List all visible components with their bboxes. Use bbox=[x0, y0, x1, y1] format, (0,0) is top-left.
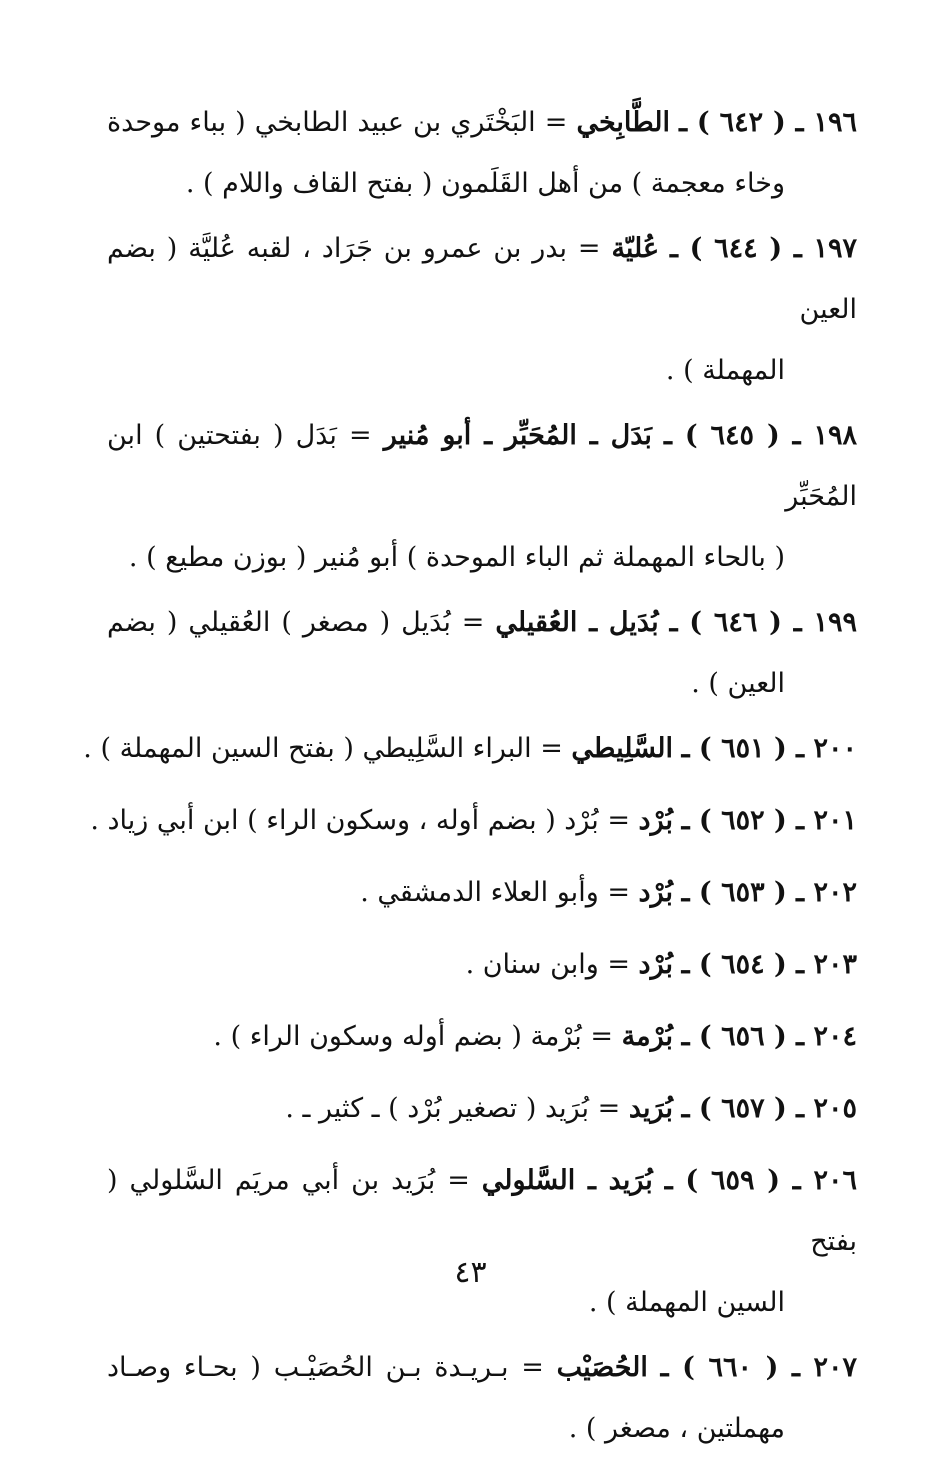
entry-number: ٢٠٧ ـ ( ٦٦٠ ) ـ bbox=[660, 1352, 857, 1383]
entry-line bbox=[107, 592, 857, 653]
entry-text: = البَخْتَري بن عبيد الطابخي ( بباء موحدة bbox=[107, 107, 568, 138]
entry-text: = بُدَيل ( مصغر ) العُقيلي ( بضم bbox=[107, 607, 485, 638]
entry-headword: الطَّابِخي bbox=[576, 107, 671, 138]
entry-line bbox=[107, 862, 857, 923]
entry-number: ١٩٨ ـ ( ٦٤٥ ) ـ bbox=[664, 420, 857, 451]
entry-continuation: مهملتين ، مصغر ) . bbox=[568, 1413, 785, 1444]
entry-text: = البراء السَّلِيطي ( بفتح السين المهملة ) . bbox=[83, 733, 563, 764]
entry-line bbox=[107, 1337, 857, 1398]
entry-204 bbox=[107, 1006, 857, 1067]
entry-headword: بُدَيل ـ العُقيلي bbox=[495, 607, 659, 638]
entry-text: = بدر بن عمرو بن جَرَاد ، لقبه عُليَّة ( بضم العين bbox=[107, 233, 857, 325]
entry-text: = بُرَيد ( تصغير بُرْد ) ـ كثير ـ . bbox=[285, 1093, 621, 1124]
entry-line bbox=[107, 1150, 857, 1272]
entry-line bbox=[107, 405, 857, 527]
document-page bbox=[83, 92, 857, 1444]
entry-headword: بُرْمة bbox=[621, 1021, 673, 1052]
entry-number: ٢٠٤ ـ ( ٦٥٦ ) ـ bbox=[681, 1021, 857, 1052]
entry-200 bbox=[83, 718, 857, 779]
entry-line bbox=[107, 934, 857, 995]
entry-text: = وابن سنان . bbox=[465, 949, 630, 980]
entry-headword: عُليّة bbox=[611, 233, 660, 264]
entry-number: ٢٠٠ ـ ( ٦٥١ ) ـ bbox=[681, 733, 857, 764]
entry-headword: السَّلِيطي bbox=[571, 733, 673, 764]
entry-text: = بـريـدة بـن الحُصَيْـب ( بحـاء وصـاد bbox=[107, 1352, 544, 1383]
entry-continuation: العين ) . bbox=[691, 668, 785, 699]
entry-line bbox=[107, 92, 857, 153]
entry-line bbox=[107, 218, 857, 340]
entry-continuation: ( بالحاء المهملة ثم الباء الموحدة ) أبو مُنير ( بوزن مطيع ) . bbox=[128, 542, 785, 573]
entry-number: ١٩٩ ـ ( ٦٤٦ ) ـ bbox=[669, 607, 857, 638]
entry-201 bbox=[90, 790, 857, 851]
entry-206 bbox=[107, 1150, 857, 1333]
entry-number: ٢٠١ ـ ( ٦٥٢ ) ـ bbox=[681, 805, 857, 836]
entry-text: = وأبو العلاء الدمشقي . bbox=[360, 877, 630, 908]
entry-number: ٢٠٢ ـ ( ٦٥٣ ) ـ bbox=[681, 877, 857, 908]
entry-headword: بُرْد bbox=[638, 949, 673, 980]
entry-line bbox=[90, 790, 857, 851]
entry-number: ٢٠٦ ـ ( ٦٥٩ ) ـ bbox=[664, 1165, 857, 1196]
entry-number: ١٩٦ ـ ( ٦٤٢ ) ـ bbox=[679, 107, 857, 138]
entry-headword: بُرَيد ـ السَّلولي bbox=[481, 1165, 653, 1196]
entry-headword: بُرْد bbox=[638, 805, 673, 836]
entry-207 bbox=[107, 1337, 857, 1459]
entry-text: = بُرْد ( بضم أوله ، وسكون الراء ) ابن أبي زياد . bbox=[90, 805, 630, 836]
entry-continuation: المهملة ) . bbox=[665, 355, 785, 386]
entry-number: ١٩٧ ـ ( ٦٤٤ ) ـ bbox=[670, 233, 857, 264]
entry-197 bbox=[107, 218, 857, 401]
entry-202 bbox=[107, 862, 857, 923]
entry-line bbox=[83, 718, 857, 779]
entry-text: = بَدَل ( بفتحتين ) ابن المُحَبِّر bbox=[107, 420, 857, 512]
entry-continuation: وخاء معجمة ) من أهل القَلَمون ( بفتح القاف واللام ) . bbox=[185, 168, 785, 199]
entry-headword: بُرَيد bbox=[628, 1093, 673, 1124]
entry-number: ٢٠٣ ـ ( ٦٥٤ ) ـ bbox=[681, 949, 857, 980]
entry-number: ٢٠٥ ـ ( ٦٥٧ ) ـ bbox=[681, 1093, 857, 1124]
entry-line bbox=[107, 1006, 857, 1067]
entry-text: = بُرْمة ( بضم أوله وسكون الراء ) . bbox=[213, 1021, 614, 1052]
entry-203 bbox=[107, 934, 857, 995]
entry-headword: بَدَل ـ المُحَبِّر ـ أبو مُنير bbox=[383, 420, 652, 451]
entry-199 bbox=[107, 592, 857, 714]
entry-198 bbox=[107, 405, 857, 588]
entry-headword: بُرْد bbox=[638, 877, 673, 908]
entry-headword: الحُصَيْب bbox=[556, 1352, 648, 1383]
entry-continuation: السين المهملة ) . bbox=[588, 1287, 785, 1318]
entry-196 bbox=[107, 92, 857, 214]
page-number: ٤٣ bbox=[454, 1255, 487, 1290]
entry-205 bbox=[107, 1078, 857, 1139]
entry-line bbox=[107, 1078, 857, 1139]
entry-text: = بُرَيد بن أبي مريَم السَّلولي ( بفتح bbox=[107, 1165, 857, 1257]
